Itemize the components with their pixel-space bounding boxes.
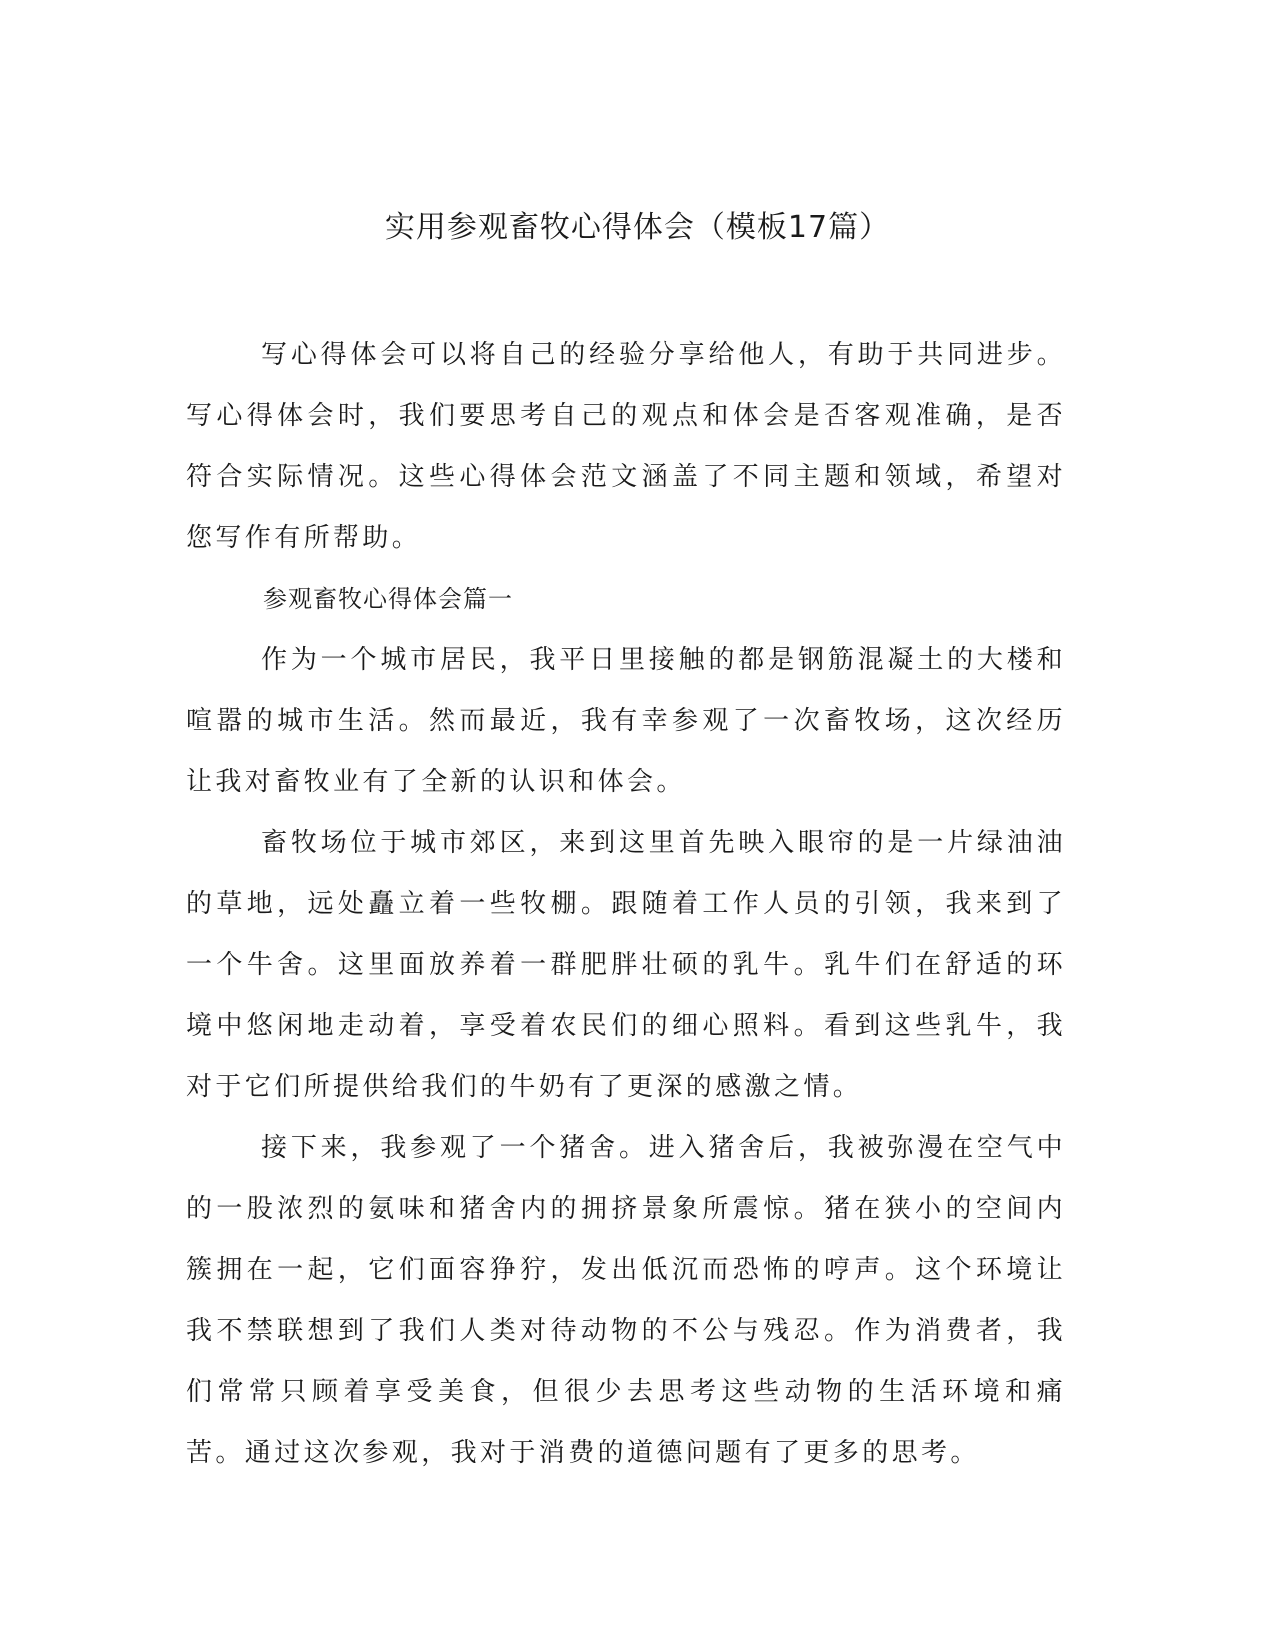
- body-paragraph: 接下来，我参观了一个猪舍。进入猪舍后，我被弥漫在空气中的一股浓烈的氨味和猪舍内的拥挤景象所震惊。猪在狭小的空间内簇拥在一起，它们面容狰狞，发出低沉而恐怖的哼声。这个环境让我不禁联想到了我们人类对待动物的不公与残忍。作为消费者，我们常常只顾着享受美食，但很少去思考这些动物的生活环境和痛苦。通过这次参观，我对于消费的道德问题有了更多的思考。: [186, 1133, 1066, 1468]
- body-paragraph: 畜牧场位于城市郊区，来到这里首先映入眼帘的是一片绿油油的草地，远处矗立着一些牧棚。跟随着工作人员的引领，我来到了一个牛舍。这里面放养着一群肥胖壮硕的乳牛。乳牛们在舒适的环境中悠闲地走动着，享受着农民们的细心照料。看到这些乳牛，我对于它们所提供给我们的牛奶有了更深的感激之情。: [186, 828, 1066, 1102]
- section-heading: 参观畜牧心得体会篇一: [263, 585, 513, 613]
- document-title: 实用参观畜牧心得体会（模板17篇）: [384, 210, 891, 245]
- body-paragraph: 作为一个城市居民，我平日里接触的都是钢筋混凝土的大楼和喧嚣的城市生活。然而最近，我有幸参观了一次畜牧场，这次经历让我对畜牧业有了全新的认识和体会。: [186, 645, 1066, 797]
- intro-paragraph: 写心得体会可以将自己的经验分享给他人，有助于共同进步。写心得体会时，我们要思考自己的观点和体会是否客观准确，是否符合实际情况。这些心得体会范文涵盖了不同主题和领域，希望对您写作有所帮助。: [186, 340, 1066, 553]
- document-body: [186, 325, 1066, 1484]
